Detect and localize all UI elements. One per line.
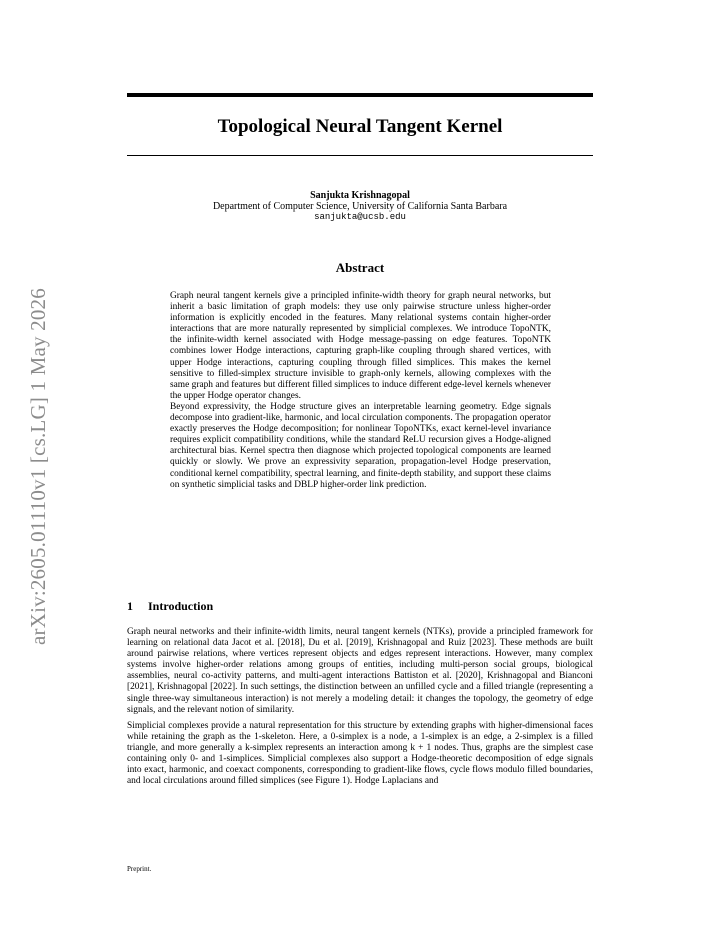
author-affiliation: Department of Computer Science, University of California Santa Barbara — [212, 201, 508, 212]
author-name: Sanjukta Krishnagopal — [310, 190, 410, 201]
body-text — [127, 627, 593, 792]
body-paragraph: Simplicial complexes provide a natural representation for this structure by extending graphs with higher-dimensional faces while retaining the graph as the 1-skeleton. Here, a 0-simplex is a node, a 1-simplex is an edge, a 2-simplex is a filled triangle, and more generally a k-simplex represents an interaction among k + 1 nodes. Thus, graphs are the simplest case containing only 0- and 1-simplices. Simplicial complexes also support a Hodge-theoretic decomposition of edge signals into exact, harmonic, and coexact components, corresponding to gradient-like flows, cycle flows modulo filled boundaries, and local circulations around filled simplices (see Figure 1). Hodge Laplacians and — [127, 720, 593, 787]
section-title: Introduction — [148, 599, 214, 613]
footer-note: Preprint. — [127, 865, 152, 873]
body-paragraph: Graph neural networks and their infinite-width limits, neural tangent kernels (NTKs), provide a principled framework for learning on relational data Jacot et al. [2018], Du et al. [2019], Krishnagopal and Ruiz [2023]. These methods are built around pairwise relations, where vertices represent objects and edges represent interactions. However, many complex systems involve higher-order relations among groups of entities, including multi-person social groups, biological assemblies, neural co-activity patterns, and multi-agent interactions Battiston et al. [2020], Krishnagopal and Bianconi [2021], Krishnagopal [2022]. In such settings, the distinction between an unfilled cycle and a filled triangle (representing a single three-way simultaneous interaction) is not merely a modeling detail: it changes the topology, the geometry of edge signals, and the relevant notion of similarity. — [127, 627, 593, 715]
abstract-heading: Abstract — [335, 260, 385, 275]
author-email: sanjukta@ucsb.edu — [314, 212, 406, 222]
abstract-body — [170, 291, 551, 491]
paper-title: Topological Neural Tangent Kernel — [217, 116, 503, 137]
section-number: 1 — [127, 599, 133, 613]
arxiv-identifier-stamp: arXiv:2605.01110v1 [cs.LG] 1 May 2026 — [26, 288, 50, 645]
title-top-rule — [127, 93, 593, 97]
abstract-paragraph: Beyond expressivity, the Hodge structure gives an interpretable learning geometry. Edge signals decompose into gradient-like, harmonic, and local circulation components. The propagation operator exactly preserves the Hodge decomposition; for nonlinear TopoNTKs, exact kernel-level invariance requires explicit compatibility conditions, while the standard ReLU recursion gives a Hodge-aligned architectural bias. Kernel spectra then diagnose which projected topological components are learned quickly or slowly. We prove an expressivity separation, propagation-level Hodge preservation, conditional kernel compatibility, spectral learning, and finite-depth stability, and support these claims on synthetic simplicial tasks and DBLP higher-order link prediction. — [170, 401, 551, 490]
author-block — [127, 190, 593, 223]
title-bottom-rule — [127, 155, 593, 156]
section-heading — [127, 599, 593, 614]
abstract-paragraph: Graph neural tangent kernels give a principled infinite-width theory for graph neural networks, but inherit a basic limitation of graph models: they use only pairwise structure unless higher-order information is explicitly encoded in the features. Many relational systems contain higher-order interactions that are more naturally represented by simplicial complexes. We introduce TopoNTK, the infinite-width kernel associated with Hodge message-passing on edge features. TopoNTK combines lower Hodge interactions, capturing graph-like coupling through shared vertices, with upper Hodge interactions, capturing coupling through filled simplices. This makes the kernel sensitive to filled-simplex structure invisible to graph-only kernels, allowing complexes with the same graph and features but different filled simplices to induce different edge-level kernels whenever the upper Hodge operator changes. — [170, 291, 551, 401]
